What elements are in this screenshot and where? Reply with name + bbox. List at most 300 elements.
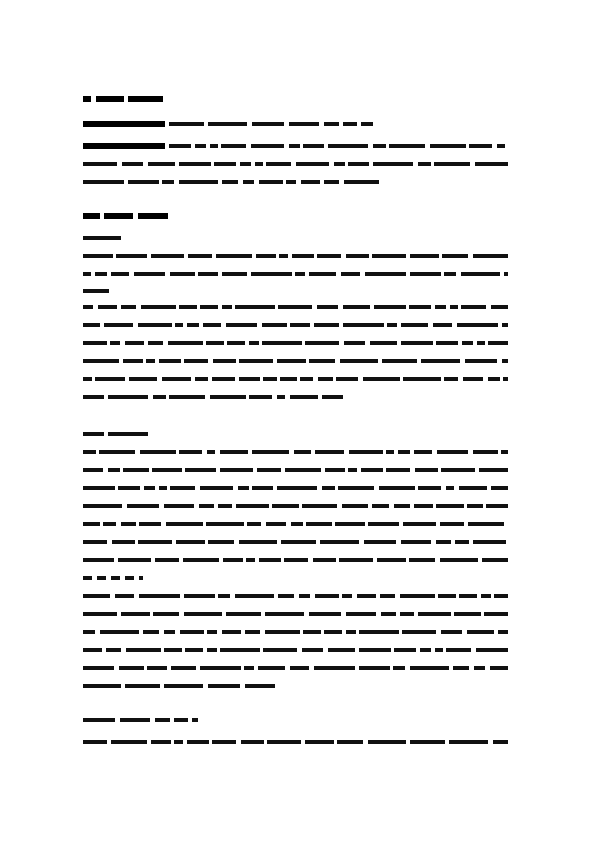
word-placeholder <box>200 305 218 309</box>
word-placeholder <box>83 450 96 454</box>
word-placeholder <box>83 236 121 240</box>
word-placeholder <box>337 740 363 744</box>
word-placeholder <box>83 522 100 526</box>
paragraph-3-line <box>0 556 595 564</box>
word-placeholder <box>121 305 136 309</box>
word-placeholder <box>236 504 269 508</box>
word-placeholder <box>212 377 235 381</box>
word-placeholder <box>175 323 183 327</box>
word-placeholder <box>98 305 117 309</box>
word-placeholder <box>299 594 310 598</box>
word-placeholder <box>317 305 338 309</box>
word-placeholder <box>309 272 336 276</box>
word-placeholder <box>221 144 246 148</box>
word-placeholder <box>377 558 406 562</box>
word-placeholder <box>289 122 319 126</box>
word-placeholder <box>381 612 396 616</box>
word-placeholder <box>139 522 161 526</box>
paragraph-4-line <box>0 682 595 690</box>
paragraph-1-line <box>0 252 595 260</box>
word-placeholder <box>370 341 397 345</box>
word-placeholder <box>410 666 449 670</box>
word-placeholder <box>303 144 324 148</box>
word-placeholder <box>341 272 360 276</box>
word-placeholder <box>286 180 296 184</box>
word-placeholder <box>218 504 232 508</box>
word-placeholder <box>256 254 276 258</box>
word-placeholder <box>318 377 333 381</box>
heading-1-line <box>0 95 595 103</box>
word-placeholder <box>285 468 321 472</box>
paragraph-5-line <box>0 738 595 746</box>
word-placeholder <box>435 305 446 309</box>
word-placeholder <box>252 122 284 126</box>
word-placeholder <box>83 558 114 562</box>
word-placeholder <box>179 450 202 454</box>
word-placeholder <box>251 144 284 148</box>
word-placeholder <box>174 718 188 722</box>
word-placeholder <box>220 450 248 454</box>
word-placeholder <box>83 594 110 598</box>
word-placeholder <box>386 450 394 454</box>
word-placeholder <box>502 359 508 363</box>
word-placeholder <box>363 377 400 381</box>
word-placeholder <box>278 594 294 598</box>
word-placeholder <box>473 540 506 544</box>
word-placeholder <box>222 305 232 309</box>
word-placeholder <box>491 486 508 490</box>
word-placeholder <box>446 648 471 652</box>
word-placeholder <box>222 630 241 634</box>
word-placeholder <box>104 213 133 219</box>
word-placeholder <box>361 122 373 126</box>
word-placeholder <box>210 395 246 399</box>
word-placeholder <box>402 630 436 634</box>
word-placeholder <box>309 612 341 616</box>
word-placeholder <box>455 540 469 544</box>
word-placeholder <box>251 272 292 276</box>
word-placeholder <box>359 666 390 670</box>
word-placeholder <box>240 162 251 166</box>
word-placeholder <box>289 144 300 148</box>
word-placeholder <box>325 468 345 472</box>
subheading-1-line <box>0 234 595 242</box>
word-placeholder <box>208 122 247 126</box>
word-placeholder <box>418 162 431 166</box>
word-placeholder <box>394 504 410 508</box>
paragraph-1-line <box>0 287 595 295</box>
paragraph-2-line <box>0 357 595 365</box>
word-placeholder <box>115 594 134 598</box>
word-placeholder <box>179 180 218 184</box>
word-placeholder <box>398 450 410 454</box>
word-placeholder <box>450 305 458 309</box>
word-placeholder <box>238 486 249 490</box>
word-placeholder <box>83 666 114 670</box>
word-placeholder <box>430 144 466 148</box>
word-placeholder <box>195 144 206 148</box>
word-placeholder <box>438 594 456 598</box>
word-placeholder <box>418 486 441 490</box>
word-placeholder <box>257 468 281 472</box>
word-placeholder <box>284 558 308 562</box>
word-placeholder <box>263 377 277 381</box>
word-placeholder <box>146 359 155 363</box>
word-placeholder <box>313 558 336 562</box>
word-placeholder <box>174 740 183 744</box>
word-placeholder <box>128 180 159 184</box>
word-placeholder <box>83 272 91 276</box>
paragraph-3-line <box>0 448 595 456</box>
word-placeholder <box>442 254 468 258</box>
word-placeholder <box>139 594 180 598</box>
word-placeholder <box>247 522 261 526</box>
word-placeholder <box>338 486 374 490</box>
word-placeholder <box>301 180 320 184</box>
word-placeholder <box>322 395 343 399</box>
word-placeholder <box>226 323 257 327</box>
word-placeholder <box>277 395 285 399</box>
word-placeholder <box>213 359 236 363</box>
word-placeholder <box>155 558 179 562</box>
word-placeholder <box>83 468 103 472</box>
word-placeholder <box>498 630 508 634</box>
word-placeholder <box>171 666 196 670</box>
word-placeholder <box>111 740 147 744</box>
word-placeholder <box>262 323 287 327</box>
word-placeholder <box>159 359 181 363</box>
word-placeholder <box>475 162 508 166</box>
word-placeholder <box>280 377 297 381</box>
word-placeholder <box>372 254 406 258</box>
word-placeholder <box>379 486 415 490</box>
word-placeholder <box>170 272 195 276</box>
word-placeholder <box>420 648 431 652</box>
word-placeholder <box>239 540 277 544</box>
word-placeholder <box>125 576 134 580</box>
word-placeholder <box>235 594 274 598</box>
word-placeholder <box>83 504 122 508</box>
word-placeholder <box>348 468 357 472</box>
word-placeholder <box>400 612 414 616</box>
subheading-2-line <box>0 430 595 438</box>
word-placeholder <box>263 648 297 652</box>
paragraph-2-line <box>0 393 595 401</box>
word-placeholder <box>334 162 345 166</box>
word-placeholder <box>415 468 438 472</box>
word-placeholder <box>277 359 306 363</box>
paragraph-4-line <box>0 628 595 636</box>
word-placeholder <box>207 450 215 454</box>
word-placeholder <box>127 504 159 508</box>
word-placeholder <box>403 522 436 526</box>
word-placeholder <box>434 162 470 166</box>
word-placeholder <box>436 540 451 544</box>
word-placeholder <box>122 162 143 166</box>
word-placeholder <box>121 612 150 616</box>
word-placeholder <box>463 377 483 381</box>
word-placeholder <box>207 630 217 634</box>
word-placeholder <box>153 612 179 616</box>
word-placeholder <box>200 486 233 490</box>
word-placeholder <box>169 144 191 148</box>
word-placeholder <box>143 630 159 634</box>
word-placeholder <box>343 122 357 126</box>
paragraph-2-line <box>0 303 595 311</box>
word-placeholder <box>166 522 203 526</box>
paragraph-4-line <box>0 592 595 600</box>
word-placeholder <box>266 522 286 526</box>
word-placeholder <box>446 486 454 490</box>
word-placeholder <box>258 666 285 670</box>
word-placeholder <box>141 305 176 309</box>
word-placeholder <box>83 341 107 345</box>
word-placeholder <box>118 486 140 490</box>
word-placeholder <box>118 558 151 562</box>
word-placeholder <box>162 377 191 381</box>
word-placeholder <box>389 144 425 148</box>
word-placeholder <box>206 341 224 345</box>
definition-line-1-line <box>0 120 595 128</box>
word-placeholder <box>292 254 314 258</box>
word-placeholder <box>317 254 341 258</box>
word-placeholder <box>343 305 370 309</box>
word-placeholder <box>410 740 445 744</box>
word-placeholder <box>210 144 218 148</box>
word-placeholder <box>134 272 165 276</box>
word-placeholder <box>476 648 508 652</box>
word-placeholder <box>281 540 316 544</box>
word-placeholder <box>418 612 451 616</box>
word-placeholder <box>162 180 174 184</box>
word-placeholder <box>180 630 204 634</box>
word-placeholder <box>386 468 410 472</box>
word-placeholder <box>272 504 299 508</box>
word-placeholder <box>183 558 219 562</box>
word-placeholder <box>368 740 406 744</box>
word-placeholder <box>126 648 161 652</box>
word-placeholder <box>112 540 135 544</box>
word-placeholder <box>208 540 234 544</box>
word-placeholder <box>148 341 163 345</box>
word-placeholder <box>116 254 147 258</box>
word-placeholder <box>241 740 264 744</box>
word-placeholder <box>138 323 172 327</box>
word-placeholder <box>477 341 485 345</box>
word-placeholder <box>300 377 313 381</box>
word-placeholder <box>342 594 352 598</box>
word-placeholder <box>185 468 216 472</box>
word-placeholder <box>97 576 106 580</box>
word-placeholder <box>296 162 329 166</box>
word-placeholder <box>188 254 212 258</box>
word-placeholder <box>393 666 405 670</box>
word-placeholder <box>346 254 369 258</box>
word-placeholder <box>169 122 204 126</box>
word-placeholder <box>473 254 508 258</box>
word-placeholder <box>437 450 468 454</box>
word-placeholder <box>207 648 217 652</box>
word-placeholder <box>343 323 384 327</box>
word-placeholder <box>227 341 245 345</box>
word-placeholder <box>267 740 301 744</box>
word-placeholder <box>155 718 170 722</box>
word-placeholder <box>444 272 456 276</box>
word-placeholder <box>459 486 487 490</box>
word-placeholder <box>123 468 149 472</box>
word-placeholder <box>440 522 464 526</box>
word-placeholder <box>315 594 339 598</box>
word-placeholder <box>444 377 458 381</box>
word-placeholder <box>374 305 406 309</box>
word-placeholder <box>305 341 339 345</box>
word-placeholder <box>249 395 272 399</box>
word-placeholder <box>255 162 263 166</box>
word-placeholder <box>373 162 413 166</box>
paragraph-4-line <box>0 610 595 618</box>
word-placeholder <box>465 359 497 363</box>
word-placeholder <box>108 432 148 436</box>
word-placeholder <box>414 504 433 508</box>
word-placeholder <box>83 96 91 102</box>
word-placeholder <box>502 323 508 327</box>
word-placeholder <box>83 630 95 634</box>
word-placeholder <box>387 323 397 327</box>
word-placeholder <box>401 341 433 345</box>
word-placeholder <box>179 305 197 309</box>
word-placeholder <box>83 377 92 381</box>
definition-paragraph-line <box>0 178 595 186</box>
word-placeholder <box>95 377 125 381</box>
word-placeholder <box>462 341 473 345</box>
word-placeholder <box>278 305 312 309</box>
word-placeholder <box>144 486 155 490</box>
heading-2-line <box>0 212 595 220</box>
word-placeholder <box>336 377 358 381</box>
word-placeholder <box>164 684 203 688</box>
word-placeholder <box>220 468 253 472</box>
word-placeholder <box>436 341 458 345</box>
word-placeholder <box>83 612 117 616</box>
word-placeholder <box>83 213 100 219</box>
word-placeholder <box>243 180 254 184</box>
word-placeholder <box>220 648 260 652</box>
word-placeholder <box>148 162 175 166</box>
word-placeholder <box>83 395 104 399</box>
word-placeholder <box>314 323 339 327</box>
word-placeholder <box>461 305 486 309</box>
word-placeholder <box>493 740 508 744</box>
word-placeholder <box>488 377 500 381</box>
word-placeholder <box>265 612 304 616</box>
word-placeholder <box>206 522 244 526</box>
paragraph-1-line <box>0 270 595 278</box>
word-placeholder <box>99 450 135 454</box>
word-placeholder <box>328 648 355 652</box>
word-placeholder <box>306 522 332 526</box>
paragraph-2-line <box>0 339 595 347</box>
word-placeholder <box>83 254 113 258</box>
paragraph-4-line <box>0 664 595 672</box>
word-placeholder <box>400 594 435 598</box>
word-placeholder <box>187 323 199 327</box>
word-placeholder <box>342 504 368 508</box>
word-placeholder <box>153 395 166 399</box>
word-placeholder <box>349 450 383 454</box>
word-placeholder <box>469 144 492 148</box>
paragraph-3-line <box>0 574 595 582</box>
word-placeholder <box>123 359 143 363</box>
word-placeholder <box>83 486 115 490</box>
word-placeholder <box>121 522 136 526</box>
word-placeholder <box>111 576 120 580</box>
paragraph-3-line <box>0 502 595 510</box>
word-placeholder <box>361 468 383 472</box>
word-placeholder <box>309 359 335 363</box>
word-placeholder <box>501 450 508 454</box>
paragraph-2-line <box>0 375 595 383</box>
word-placeholder <box>410 254 439 258</box>
word-placeholder <box>294 450 311 454</box>
word-placeholder <box>348 162 369 166</box>
word-placeholder <box>164 504 194 508</box>
word-placeholder <box>277 486 317 490</box>
word-placeholder <box>421 359 460 363</box>
word-placeholder <box>176 540 205 544</box>
word-placeholder <box>453 666 469 670</box>
word-placeholder <box>328 144 368 148</box>
word-placeholder <box>459 594 477 598</box>
word-placeholder <box>83 740 107 744</box>
word-placeholder <box>169 395 205 399</box>
word-placeholder <box>249 341 259 345</box>
paragraph-3-line <box>0 466 595 474</box>
word-placeholder <box>222 272 247 276</box>
bold-term <box>83 143 165 149</box>
word-placeholder <box>83 718 115 722</box>
word-placeholder <box>246 558 255 562</box>
word-placeholder <box>179 162 211 166</box>
word-placeholder <box>164 648 182 652</box>
word-placeholder <box>159 486 167 490</box>
word-placeholder <box>473 450 498 454</box>
word-placeholder <box>262 341 302 345</box>
word-placeholder <box>290 323 310 327</box>
word-placeholder <box>187 740 209 744</box>
word-placeholder <box>461 272 500 276</box>
word-placeholder <box>454 612 481 616</box>
word-placeholder <box>320 540 359 544</box>
word-placeholder <box>403 377 441 381</box>
word-placeholder <box>198 272 218 276</box>
word-placeholder <box>83 359 119 363</box>
word-placeholder <box>365 272 406 276</box>
word-placeholder <box>223 558 243 562</box>
word-placeholder <box>467 504 483 508</box>
word-placeholder <box>364 540 396 544</box>
word-placeholder <box>481 594 491 598</box>
word-placeholder <box>482 558 508 562</box>
word-placeholder <box>394 648 416 652</box>
word-placeholder <box>139 576 143 580</box>
word-placeholder <box>324 180 339 184</box>
word-placeholder <box>324 122 339 126</box>
word-placeholder <box>239 359 273 363</box>
word-placeholder <box>410 272 441 276</box>
word-placeholder <box>479 468 508 472</box>
word-placeholder <box>441 468 475 472</box>
word-placeholder <box>335 522 365 526</box>
